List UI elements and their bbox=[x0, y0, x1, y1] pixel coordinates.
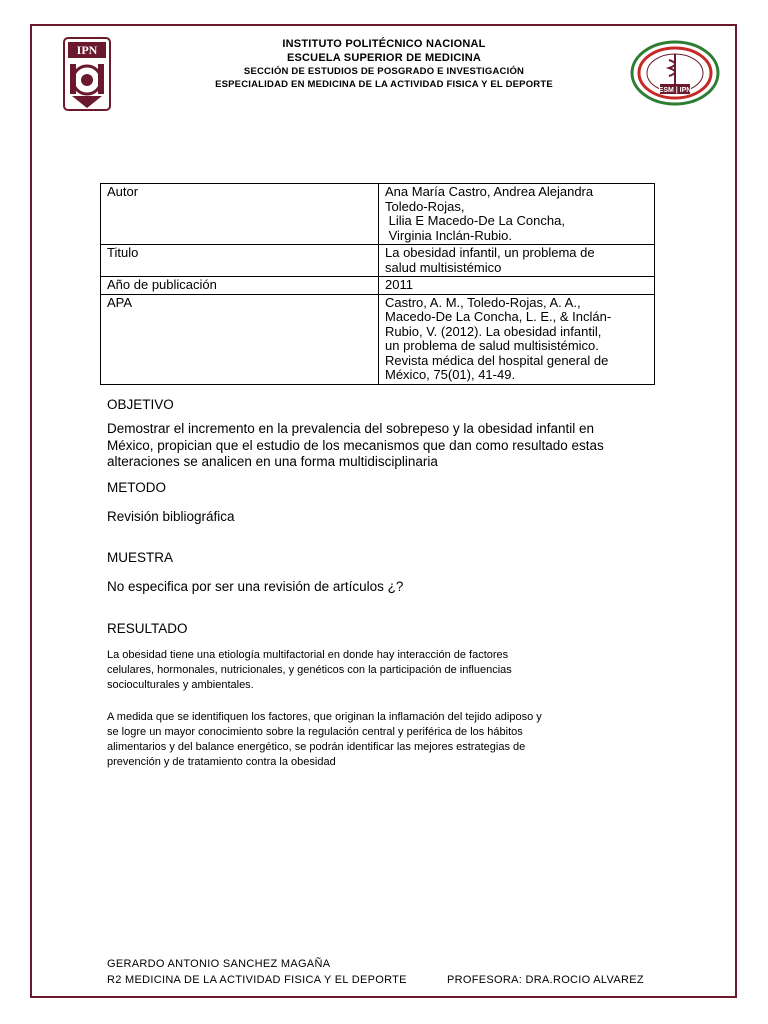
table-value-line: Ana María Castro, Andrea Alejandra bbox=[385, 184, 594, 199]
table-value-cell bbox=[379, 184, 655, 245]
section-name: SECCIÓN DE ESTUDIOS DE POSGRADO E INVESTIGACIÓN bbox=[243, 66, 525, 77]
table-value-line: Virginia Inclán-Rubio. bbox=[385, 227, 512, 243]
resultado-line: La obesidad tiene una etiología multifactorial en donde hay interacción de factores bbox=[107, 649, 509, 661]
objetivo-text bbox=[107, 421, 667, 471]
resultado-paragraph-1 bbox=[107, 648, 667, 693]
objetivo-heading: OBJETIVO bbox=[107, 397, 174, 412]
resultado-paragraph-2 bbox=[107, 710, 667, 770]
metodo-text: Revisión bibliográfica bbox=[107, 509, 235, 524]
article-info-table bbox=[100, 183, 655, 385]
table-value-line: Toledo-Rojas, bbox=[385, 198, 465, 214]
institution-name: INSTITUTO POLITÉCNICO NACIONAL bbox=[282, 38, 486, 50]
table-value-cell bbox=[379, 245, 655, 277]
resultado-line: celulares, hormonales, nutricionales, y genéticos con la participación de influencias bbox=[107, 664, 512, 676]
metodo-heading: METODO bbox=[107, 480, 167, 495]
resultado-line: prevención y de tratamiento contra la obesidad bbox=[107, 756, 336, 768]
table-value-cell bbox=[379, 277, 655, 295]
ipn-logo-text: IPN bbox=[76, 43, 98, 57]
footer-professor: PROFESORA: DRA.ROCIO ALVAREZ bbox=[447, 974, 644, 986]
table-row bbox=[101, 294, 655, 384]
objetivo-line: alteraciones se analicen en una forma multidisciplinaria bbox=[107, 454, 438, 469]
table-row bbox=[101, 245, 655, 277]
resultado-line: se logre un mayor conocimiento sobre la regulación central y periférica de los hábitos bbox=[107, 726, 523, 738]
objetivo-line: México, propician que el estudio de los mecanismos que dan como resultado estas bbox=[107, 437, 604, 453]
table-value-line: un problema de salud multisistémico. bbox=[385, 338, 599, 353]
table-value-line: Macedo-De La Concha, L. E., & Inclán- bbox=[385, 309, 612, 324]
footer-program-line bbox=[107, 974, 644, 986]
table-key-cell: Año de publicación bbox=[101, 277, 379, 295]
esm-logo-text: ESM | IPN bbox=[658, 87, 692, 94]
table-key-cell: Autor bbox=[101, 184, 379, 245]
table-value-line: 2011 bbox=[385, 277, 413, 292]
table-row bbox=[101, 277, 655, 295]
table-key-cell: APA bbox=[101, 294, 379, 384]
table-value-line: Rubio, V. (2012). La obesidad infantil, bbox=[385, 323, 602, 339]
table-row bbox=[101, 184, 655, 245]
footer-author: GERARDO ANTONIO SANCHEZ MAGAÑA bbox=[107, 958, 331, 970]
table-value-line: salud multisistémico bbox=[385, 259, 502, 275]
muestra-text: No especifica por ser una revisión de artículos ¿? bbox=[107, 579, 404, 594]
table-value-cell bbox=[379, 294, 655, 384]
document-header bbox=[0, 37, 768, 91]
resultado-heading: RESULTADO bbox=[107, 621, 188, 636]
objetivo-line: Demostrar el incremento en la prevalencia del sobrepeso y la obesidad infantil en bbox=[107, 421, 595, 436]
table-value-line: Lilia E Macedo-De La Concha, bbox=[385, 213, 565, 228]
table-value-line: México, 75(01), 41-49. bbox=[385, 367, 516, 382]
footer-program: R2 MEDICINA DE LA ACTIVIDAD FISICA Y EL DEPORTE bbox=[107, 974, 407, 986]
resultado-line: socioculturales y ambientales. bbox=[107, 679, 254, 691]
school-name: ESCUELA SUPERIOR DE MEDICINA bbox=[286, 52, 482, 64]
table-value-line: Castro, A. M., Toledo-Rojas, A. A., bbox=[385, 294, 581, 310]
table-value-line: Revista médica del hospital general de bbox=[385, 352, 609, 368]
specialty-name: ESPECIALIDAD EN MEDICINA DE LA ACTIVIDAD FISICA Y EL DEPORTE bbox=[215, 79, 553, 90]
resultado-line: alimentarios y del balance energético, se podrán identificar las mejores estrategias de bbox=[107, 741, 526, 753]
table-key-cell: Titulo bbox=[101, 245, 379, 277]
muestra-heading: MUESTRA bbox=[107, 550, 174, 565]
resultado-line: A medida que se identifiquen los factores, que originan la inflamación del tejido adiposo y bbox=[107, 711, 542, 723]
table-value-line: La obesidad infantil, un problema de bbox=[385, 245, 595, 260]
